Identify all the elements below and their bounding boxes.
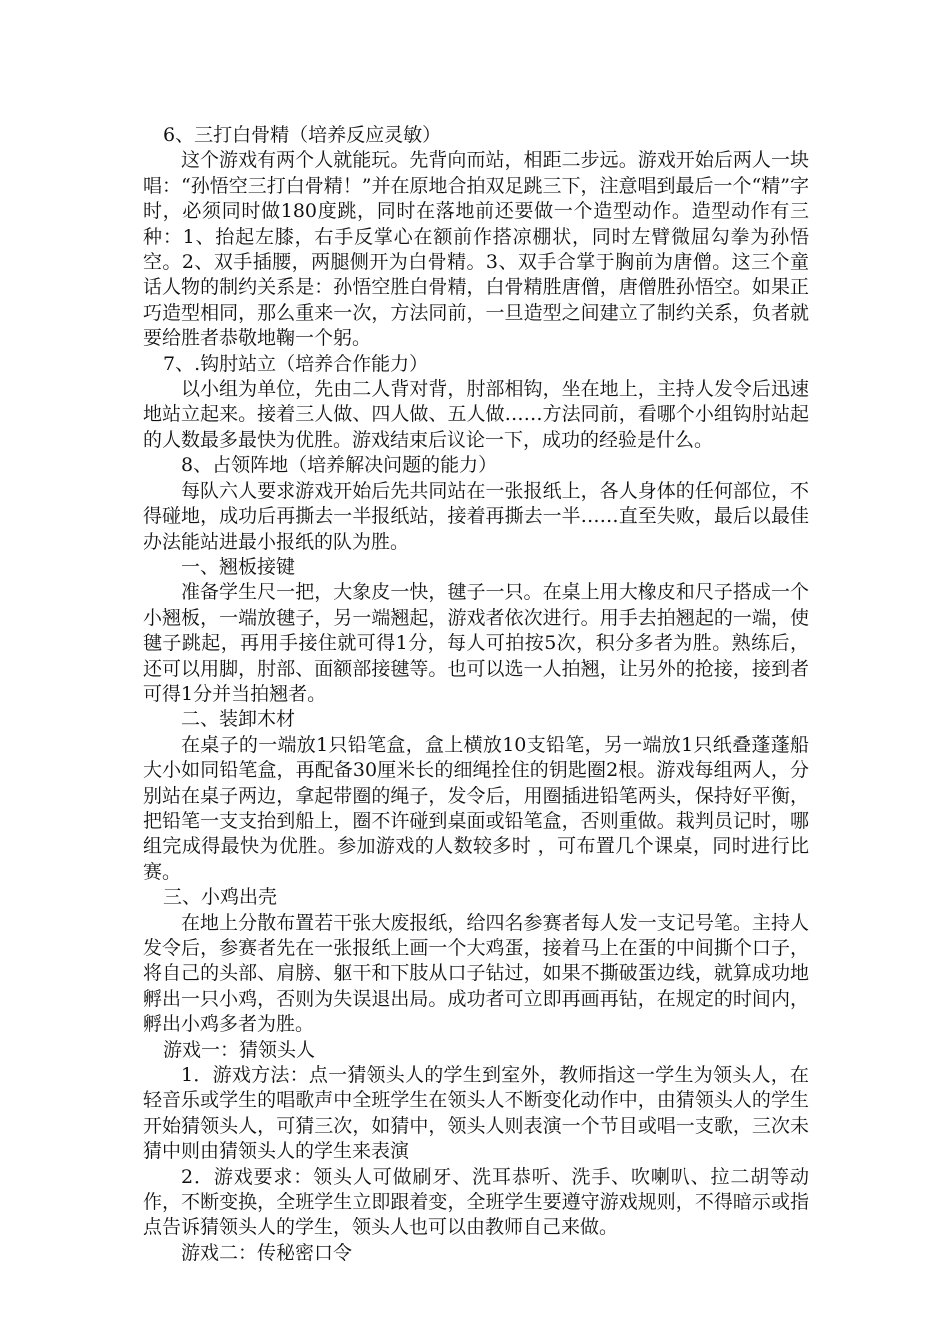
- section-heading: 二、装卸木材: [181, 708, 296, 731]
- section-heading: 一、翘板接键: [181, 555, 296, 578]
- section-heading: 6、三打白骨精（培养反应灵敏）: [163, 124, 442, 146]
- section-heading: 8、占领阵地（培养解决问题的能力）: [181, 454, 498, 477]
- paragraph: 每队六人要求游戏开始后先共同站在一张报纸上，各人身体的任何部位，不得碰地，成功后再撕去一半报纸站，接着再撕去一半……直至失败，最后以最佳办法能站进最小报纸的队为胜。: [143, 479, 809, 553]
- paragraph: 这个游戏有两个人就能玩。先背向而站，相距二步远。游戏开始后两人一块唱：“孙悟空三打白骨精！”并在原地合拍双足跳三下，注意唱到最后一个“精”字时，必须同时做180度跳，同时在落地前还要做一个造型动作。造型动作有三种：1、抬起左膝，右手反掌心在额前作搭凉棚状，同时左臂微屈勾拳为孙悟空。2、双手插腰，两腿侧开为白骨精。3、双手合掌于胸前为唐僧。这三个童话人物的制约关系是：孙悟空胜白骨精，白骨精胜唐僧，唐僧胜孙悟空。如果正巧造型相同，那么重来一次，方法同前，一旦造型之间建立了制约关系，负者就要给胜者恭敬地鞠一个躬。: [143, 149, 809, 350]
- paragraph: 准备学生尺一把，大象皮一快，毽子一只。在桌上用大橡皮和尺子搭成一个小翘板，一端放毽子，另一端翘起，游戏者依次进行。用手去拍翘起的一端，使毽子跳起，再用手接住就可得1分，每人可拍按5次，积分多者为胜。熟练后，还可以用脚，肘部、面额部接毽等。也可以选一人拍翘，让另外的抢接，接到者可得1分并当拍翘者。: [143, 581, 809, 705]
- paragraph: 在地上分散布置若干张大废报纸，给四名参赛者每人发一支记号笔。主持人发令后，参赛者先在一张报纸上画一个大鸡蛋，接着马上在蛋的中间撕个口子，将自己的头部、肩膀、躯干和下肢从口子钻过，如果不撕破蛋边线，就算成功地孵出一只小鸡，否则为失误退出局。成功者可立即再画再钻，在规定的时间内，孵出小鸡多者为胜。: [143, 911, 809, 1036]
- section-heading: 游戏二：传秘密口令: [181, 1241, 353, 1264]
- paragraph: 2．游戏要求：领头人可做刷牙、洗耳恭听、洗手、吹喇叭、拉二胡等动作，不断变换，全班学生立即跟着变，全班学生要遵守游戏规则，不得暗示或指点告诉猜领头人的学生，领头人也可以由教师自己来做。: [143, 1165, 809, 1239]
- section-heading: 三、小鸡出壳: [163, 886, 278, 909]
- paragraph: 在桌子的一端放1只铅笔盒，盒上横放10支铅笔，另一端放1只纸叠蓬蓬船大小如同铅笔盒，再配备30厘米长的细绳拴住的钥匙圈2根。游戏每组两人，分别站在桌子两边，拿起带圈的绳子，发令后，用圈插进铅笔两头，保持好平衡，把铅笔一支支抬到船上，圈不许碰到桌面或铅笔盒，否则重做。栽判员记时，哪组完成得最快为优胜。参加游戏的人数较多时 ，可布置几个课桌，同时进行比赛。: [143, 733, 809, 883]
- paragraph: 1．游戏方法：点一猜领头人的学生到室外，教师指这一学生为领头人，在轻音乐或学生的唱歌声中全班学生在领头人不断变化动作中，由猜领头人的学生开始猜领头人，可猜三次，如猜中，领头人则表演一个节目或唱一支歌，三次未猜中则由猜领头人的学生来表演: [143, 1064, 809, 1163]
- section-heading: 游戏一：猜领头人: [163, 1038, 316, 1061]
- paragraph: 以小组为单位，先由二人背对背，肘部相钩，坐在地上，主持人发令后迅速地站立起来。接着三人做、四人做、五人做……方法同前，看哪个小组钩肘站起的人数最多最快为优胜。游戏结束后议论一下，成功的经验是什么。: [143, 378, 809, 451]
- document-body: [143, 123, 809, 1266]
- section-heading: 7、.钩肘站立（培养合作能力）: [163, 352, 429, 375]
